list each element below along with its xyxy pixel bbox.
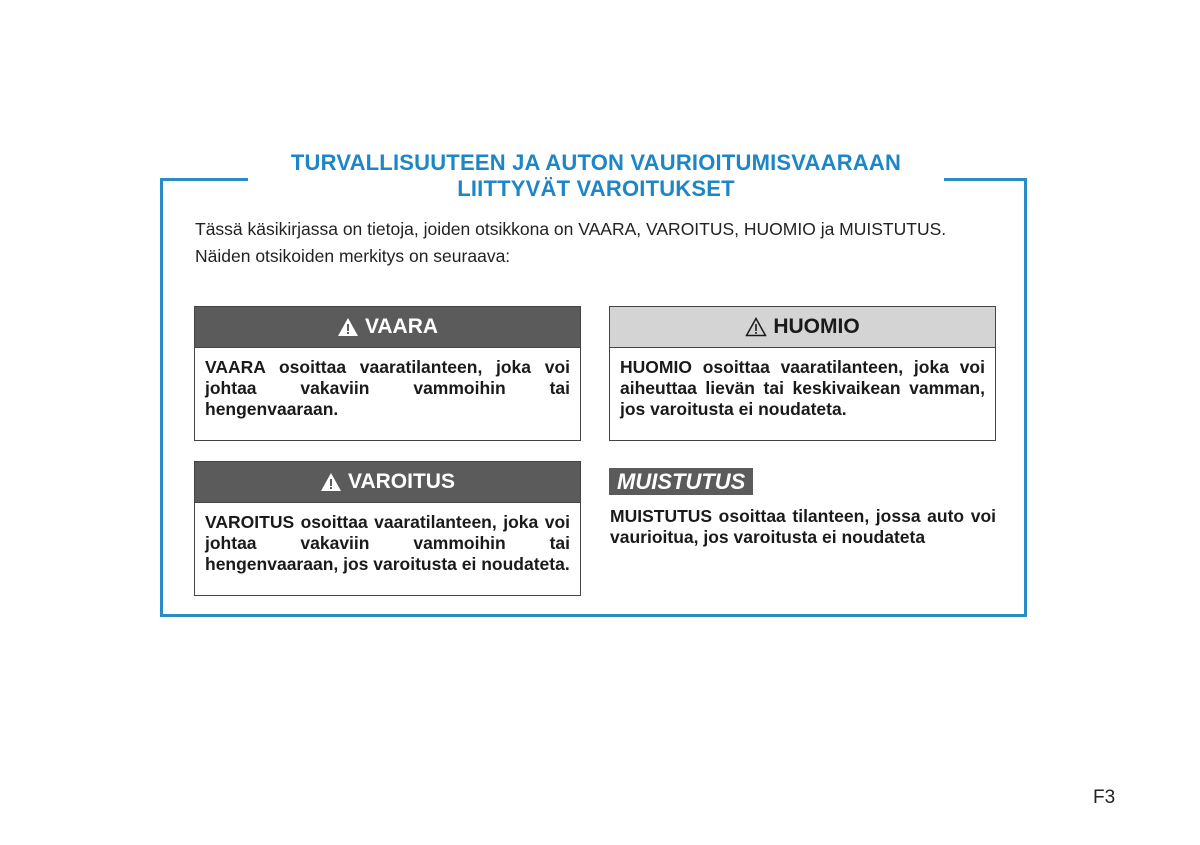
varoitus-text: VAROITUS osoittaa vaaratilanteen, joka voi johtaa vakaviin vammoihin tai hengenvaaraan, jos varoitusta ei noudateta. xyxy=(205,512,570,574)
warning-triangle-icon xyxy=(337,317,359,337)
huomio-label: HUOMIO xyxy=(773,315,860,338)
muistutus-label: MUISTUTUS xyxy=(609,468,753,495)
varoitus-box xyxy=(194,461,581,596)
warning-triangle-icon xyxy=(320,472,342,492)
huomio-header xyxy=(610,307,995,348)
vaara-header xyxy=(195,307,580,348)
huomio-text: HUOMIO osoittaa vaaratilanteen, joka voi aiheuttaa lievän tai keskivaikean vamman, jos varoitusta ei noudateta. xyxy=(620,357,985,419)
intro-paragraph-2: Näiden otsikoiden merkitys on seuraava: xyxy=(195,246,511,266)
huomio-box xyxy=(609,306,996,441)
warning-triangle-outline-icon xyxy=(745,317,767,337)
vaara-text: VAARA osoittaa vaaratilanteen, joka voi johtaa vakaviin vammoihin tai hengenvaaraan. xyxy=(205,357,570,419)
section-title-line2: LIITTYVÄT VAROITUKSET xyxy=(457,176,735,201)
varoitus-label: VAROITUS xyxy=(348,470,455,493)
vaara-label: VAARA xyxy=(364,315,439,338)
intro-paragraph-1: Tässä käsikirjassa on tietoja, joiden otsikkona on VAARA, VAROITUS, HUOMIO ja MUISTUTUS. xyxy=(195,219,947,239)
muistutus-text: MUISTUTUS osoittaa tilanteen, jossa auto voi vaurioitua, jos varoitusta ei noudateta xyxy=(610,506,996,547)
section-title-line1: TURVALLISUUTEEN JA AUTON VAURIOITUMISVAARAAN xyxy=(290,150,902,175)
vaara-box xyxy=(194,306,581,441)
page-number: F3 xyxy=(1093,787,1116,808)
intro-text xyxy=(195,218,995,267)
section-title xyxy=(248,150,944,202)
varoitus-header xyxy=(195,462,580,503)
